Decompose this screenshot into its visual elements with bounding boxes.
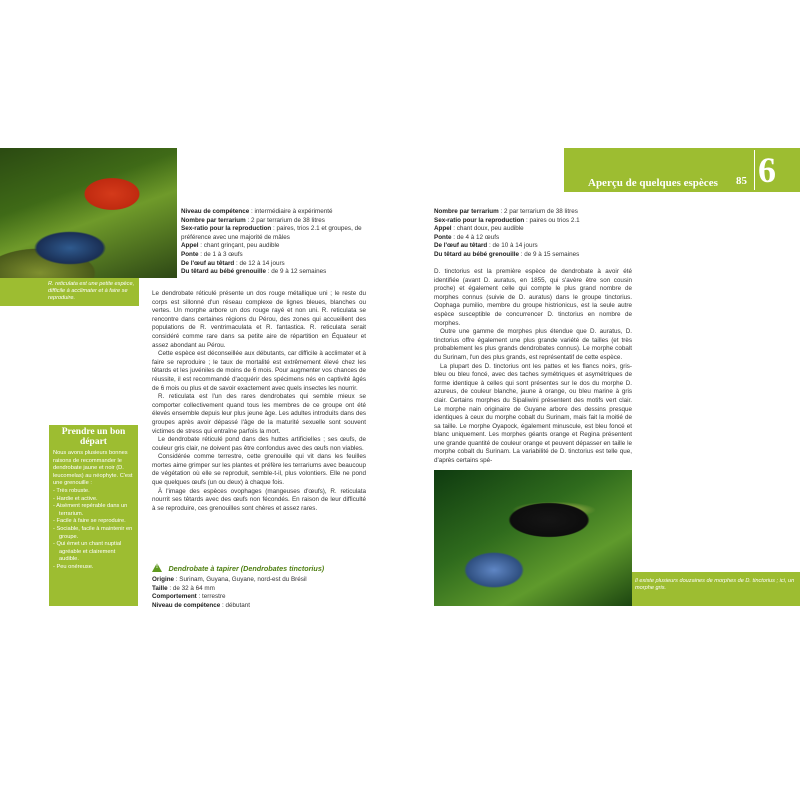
left-photo-caption-box — [0, 278, 139, 306]
body-paragraph: Cette espèce est déconseillée aux débutants, car difficile à acclimater et à faire se reproduire ; le taux de mortalité est extrêmement élevé chez les têtards et les juvéniles de moins de 6 mois. Pour augmenter vos chances de réussite, il est recommandé d'acquérir des spécimens nés en captivité âgés de 6 mois ou plus et de savoir exactement avec quels insectes les nourrir. — [152, 350, 366, 392]
list-item: - Facile à faire se reproduire. — [53, 518, 126, 525]
tinctorius-heading — [152, 558, 366, 576]
sidebar-list — [53, 488, 134, 572]
tinctorius-spec-list-continued — [434, 208, 632, 260]
spec-line: Niveau de compétence : débutant — [152, 601, 251, 609]
list-item: - Hardie et active. — [53, 495, 98, 502]
body-paragraph: R. reticulata est l'un des rares dendrobates qui semble mieux se comporter collectivement quand tous les membres de ce groupe ont été élevés ensemble depuis leur plus jeune âge. Les adultes introduits dans des groupes après avoir dépassé l'âge de la maturité sexuelle sont souvent victimes de stress qui entraîne parfois la mort. — [152, 393, 366, 435]
list-item: - Peu onéreuse. — [53, 563, 94, 570]
section-title: Aperçu de quelques espèces — [588, 177, 718, 189]
spec-line: Sex-ratio pour la reproduction : paires ou trios 2.1 — [434, 216, 580, 224]
chapter-number: 6 — [758, 150, 776, 190]
list-item: - Très robuste. — [53, 487, 90, 494]
spec-line: Ponte : de 1 à 3 œufs — [181, 250, 243, 258]
sidebar-title: Prendre un bon départ — [61, 427, 126, 447]
right-photo-caption-box — [632, 572, 800, 606]
tinctorius-section — [152, 558, 366, 610]
spec-line: De l'œuf au têtard : de 12 à 14 jours — [181, 259, 285, 267]
reticulata-body — [152, 290, 366, 513]
spec-line: Niveau de compétence : intermédiaire à expérimenté — [181, 208, 333, 215]
blue-frog-photo — [434, 470, 632, 606]
tinctorius-body — [434, 268, 632, 466]
left-photo-caption: R. reticulata est une petite espèce, difficile à acclimater et à faire se reproduire. — [48, 281, 135, 301]
sidebar-body — [49, 447, 138, 572]
spec-line: Ponte : de 4 à 12 œufs — [434, 233, 500, 241]
red-frog-photo — [0, 148, 177, 278]
tinctorius-title: Dendrobate à tapirer (Dendrobates tinctorius) — [168, 564, 325, 573]
spec-line: Du têtard au bébé grenouille : de 9 à 12 semaines — [181, 268, 327, 276]
body-paragraph: La plupart des D. tinctorius ont les pattes et les flancs noirs, gris-bleu ou bleu foncé, avec des taches symétriques et asymétriques de forme identique à celles qui sont présentes sur le dos du morphe D. azureus, de couleur blanche, jaune à orange, ou bleu marine à gris clair. Certains morphes du Sipaliwini présentent des motifs vert clair. Le morphe nain originaire de Guyane arbore des dessins presque identiques à ceux du morphe cobalt du Surinam, mais fait la moitié de sa taille. Le morphe Oyapock, également minuscule, est bleu foncé et blanc uniquement. Les morphes géants orange et Regina présentent une grande quantité de couleur orange et peuvent dépasser en taille le morphe cobalt du Surinam. La variabilité de D. tinctorius est telle que, d'après certains spé- — [434, 362, 632, 465]
sidebar-intro: Nous avons plusieurs bonnes raisons de recommander le dendrobate jaune et noir (D. leucomelas) au néophyte. C'est une grenouille : — [53, 450, 133, 487]
spec-line: Appel : chant grinçant, peu audible — [181, 242, 280, 250]
body-paragraph: Le dendrobate réticulé présente un dos rouge métallique uni ; le reste du corps est sillonné d'un réseau complexe de lignes bleues, blanches ou vertes. Un morphe arbore un dos rouge rayé et non uni. R. reticulata se rencontre dans certaines régions du Pérou, des zones qui accueillent des populations de R. ventrimaculata et R. fantastica. R. reticulata serait considéré comme rare dans sa petite aire de répartition en Équateur et assez abondant au Pérou. — [152, 290, 366, 349]
reticulata-spec-list — [181, 208, 367, 277]
right-photo-caption: Il existe plusieurs douzaines de morphes de D. tinctorius ; ici, un morphe gris. — [635, 578, 795, 591]
tinctorius-spec-list — [152, 576, 366, 610]
list-item: - Sociable, facile à maintenir en groupe. — [53, 525, 133, 540]
spec-line: Du têtard au bébé grenouille : de 9 à 15 semaines — [434, 250, 580, 258]
body-paragraph: Considérée comme terrestre, cette grenouille qui vit dans les feuilles mortes aime grimper sur les plantes et préfère les terrariums avec beaucoup de végétation où elle se reproduit, semble-t-il, plus volontiers. Elle ne pond que quelques œufs (un ou deux) à chaque fois. — [152, 453, 366, 487]
list-item: - Qui émet un chant nuptial agréable et clairement audible. — [53, 541, 122, 563]
spec-line: De l'œuf au têtard : de 10 à 14 jours — [434, 242, 538, 250]
body-paragraph: Le dendrobate réticulé pond dans des huttes artificielles ; ses œufs, de couleur gris clair, ne doivent pas être confondus avec des œufs non viables. — [152, 436, 366, 452]
spec-line: Comportement : terrestre — [152, 593, 226, 601]
body-paragraph: D. tinctorius est la première espèce de dendrobate à avoir été identifiée (avant D. auratus, en 1855, qui s'avère être son cousin proche) et également celle qui compte le plus grand nombre de morphes connus (suivie de D. auratus) dans le groupe tinctorius. Oophaga pumilio, membre du groupe histrionicus, est la seule autre espèce susceptible de concurrencer D. tinctorius en nombre de morphes. — [434, 268, 632, 327]
spec-line: Sex-ratio pour la reproduction : paires, trios 2.1 et groupes, de préférence avec une majorité de mâles — [181, 225, 362, 241]
spec-line: Nombre par terrarium : 2 par terrarium de 38 litres — [434, 208, 578, 215]
body-paragraph: Outre une gamme de morphes plus étendue que D. auratus, D. tinctorius offre également une plus grande variété de tailles (et très probablement les plus grands dendrobates connus). Le morphe cobalt du Surinam, l'un des plus grands, est représentatif de cette espèce. — [434, 328, 632, 361]
warning-icon: ! — [152, 563, 162, 572]
page-number: 85 — [736, 175, 747, 187]
header-divider — [754, 150, 755, 190]
spec-line: Nombre par terrarium : 2 par terrarium de 38 litres — [181, 216, 325, 224]
beginner-tips-sidebar — [49, 425, 138, 606]
spec-line: Origine : Surinam, Guyana, Guyane, nord-est du Brésil — [152, 576, 307, 583]
spec-line: Appel : chant doux, peu audible — [434, 225, 524, 233]
spec-line: Taille : de 32 à 64 mm — [152, 584, 215, 592]
list-item: - Aisément repérable dans un terrarium. — [53, 503, 128, 517]
body-paragraph: À l'image des espèces ovophages (mangeuses d'œufs), R. reticulata nourrit ses têtards avec des œufs non fécondés. En raison de leur difficulté à se reproduire, ces grenouilles sont chères et assez rares. — [152, 487, 366, 512]
